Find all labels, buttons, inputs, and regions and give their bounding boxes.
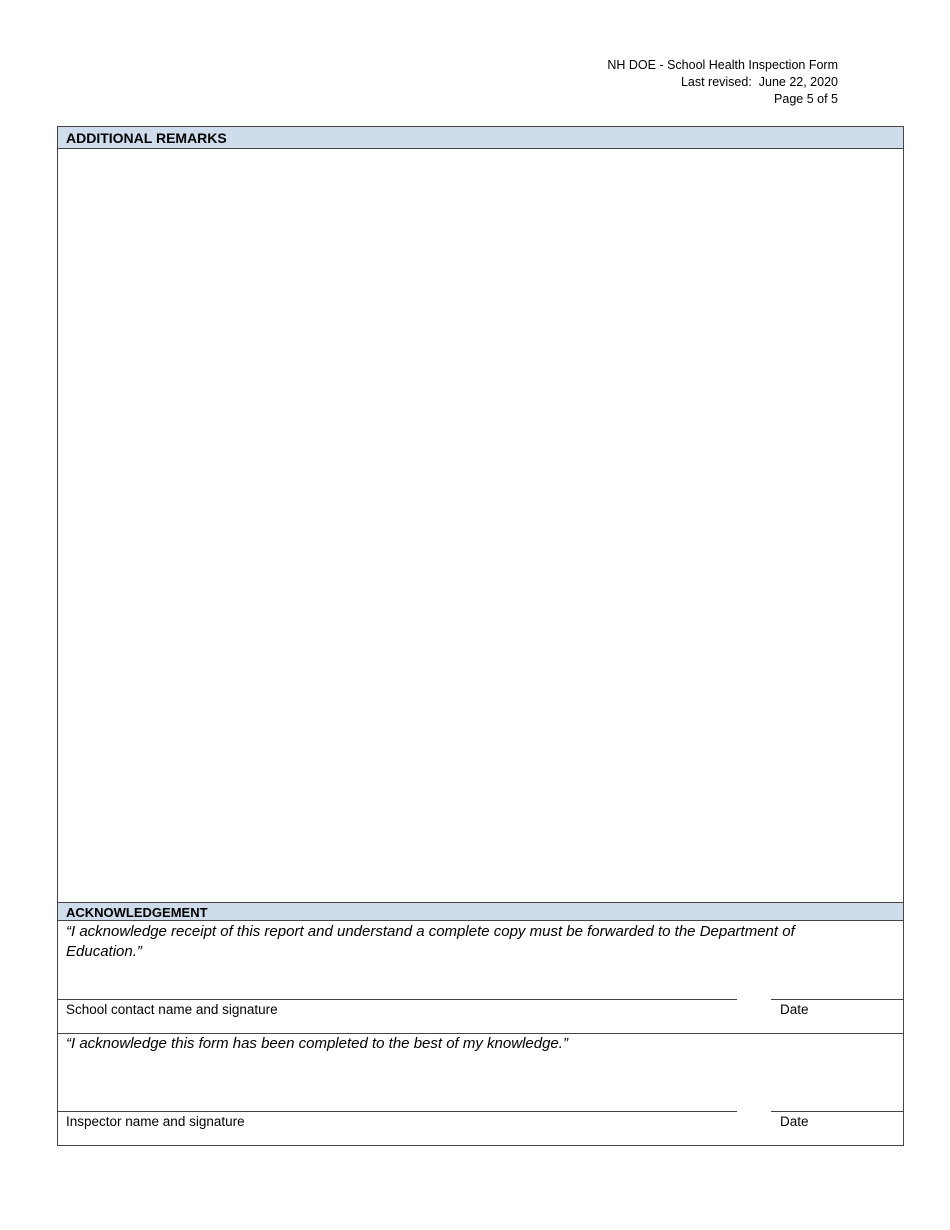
last-revised-date: Last revised: June 22, 2020 bbox=[680, 75, 838, 89]
form-title: NH DOE - School Health Inspection Form bbox=[607, 58, 838, 72]
school-date-line[interactable] bbox=[771, 999, 903, 1000]
additional-remarks-header: ADDITIONAL REMARKS bbox=[58, 127, 903, 149]
school-signature-label: School contact name and signature bbox=[66, 1002, 278, 1017]
inspection-form-section bbox=[57, 126, 904, 1146]
inspector-acknowledgement-statement: “I acknowledge this form has been completed to the best of my knowledge.” bbox=[66, 1035, 568, 1052]
inspector-date-line[interactable] bbox=[771, 1111, 903, 1112]
document-header bbox=[607, 57, 838, 108]
school-signature-line[interactable] bbox=[58, 999, 737, 1000]
inspector-signature-line[interactable] bbox=[58, 1111, 737, 1112]
inspector-date-label: Date bbox=[780, 1114, 809, 1129]
acknowledgement-header: ACKNOWLEDGEMENT bbox=[58, 902, 903, 921]
page-number: Page 5 of 5 bbox=[774, 92, 838, 106]
school-date-label: Date bbox=[780, 1002, 809, 1017]
school-acknowledgement-statement: “I acknowledge receipt of this report and understand a complete copy must be forwarded to the Department of Education.” bbox=[66, 923, 795, 960]
inspector-signature-label: Inspector name and signature bbox=[66, 1114, 245, 1129]
additional-remarks-field[interactable] bbox=[58, 149, 903, 902]
